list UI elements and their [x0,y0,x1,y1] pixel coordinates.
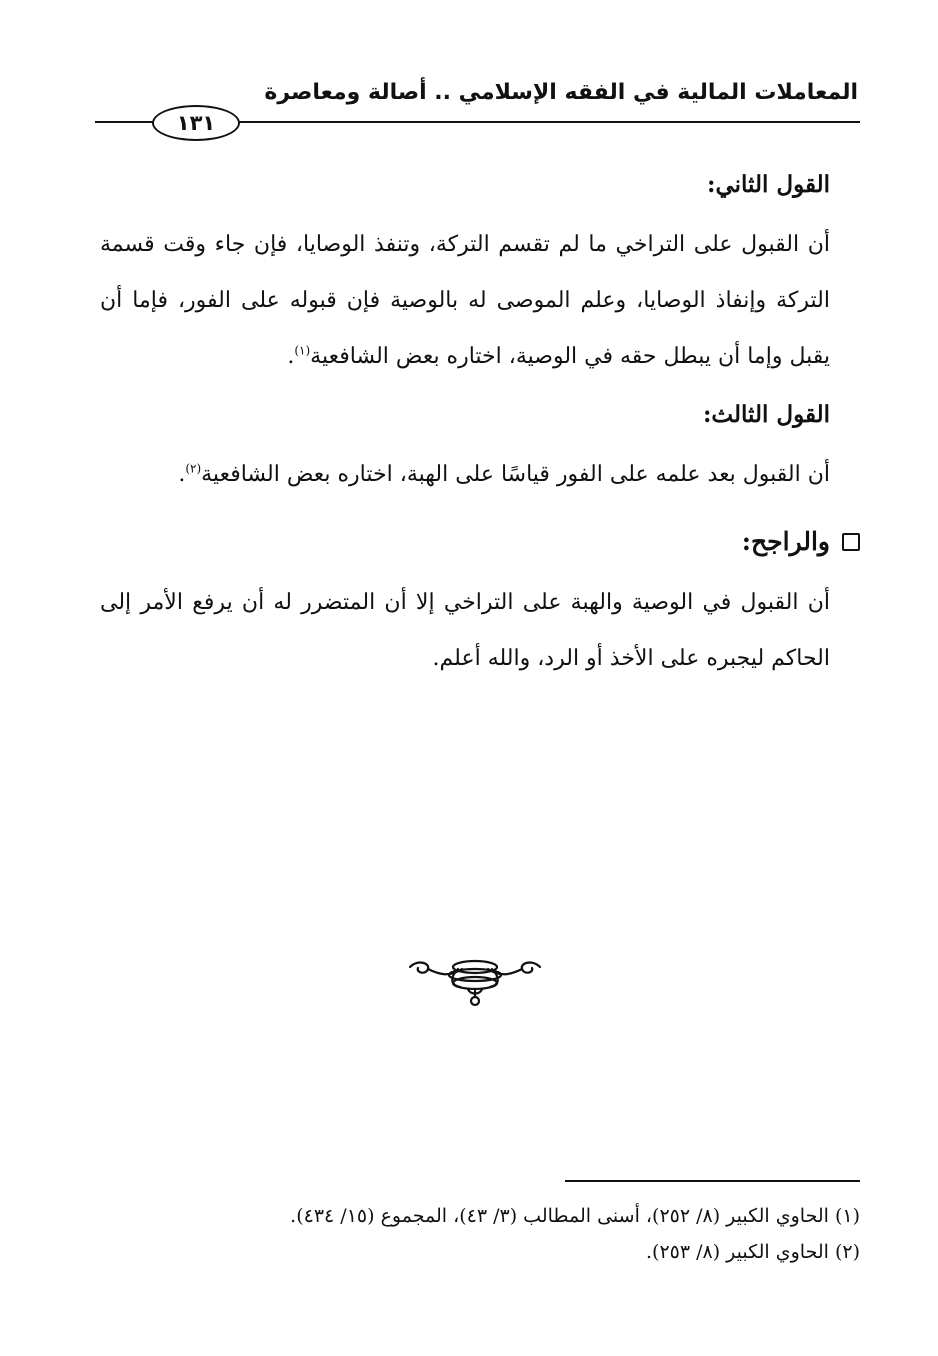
paragraph-second-opinion [100,217,830,385]
heading-third-opinion: القول الثالث: [702,401,830,428]
heading-preferred [742,522,860,562]
paragraph-third-end: . [178,462,186,487]
ornament-icon [400,955,550,1010]
running-title: المعاملات المالية في الفقه الإسلامي .. أصالة ومعاصرة [264,80,858,105]
footnote-1: (١) الحاوي الكبير (٨/ ٢٥٢)، أسنى المطالب (٣/ ٤٣)، المجموع (١٥/ ٤٣٤). [290,1205,860,1227]
checkbox-icon [842,533,860,551]
footnotes [80,1198,860,1270]
footnote-ref-2[interactable]: (٢) [185,461,202,476]
footnote-separator [565,1180,860,1182]
paragraph-third-text: أن القبول بعد علمه على الفور قياسًا على الهبة، اختاره بعض الشافعية [201,462,830,487]
paragraph-preferred: أن القبول في الوصية والهبة على التراخي إلا أن المتضرر له أن يرفع الأمر إلى الحاكم ليجبره على الأخذ أو الرد، والله أعلم. [100,590,830,671]
paragraph-second-text: أن القبول على التراخي ما لم تقسم التركة، وتنفذ الوصايا، فإن جاء وقت قسمة التركة وإنفاذ الوصايا، وعلم الموصى له بالوصية فإن قبوله على الفور، فإما أن يقبل وإما أن يبطل حقه في الوصية، اختاره بعض الشافعية [100,232,830,369]
paragraph-third-opinion [100,447,830,503]
paragraph-second-end: . [287,344,295,369]
page-number: ١٣١ [152,105,240,141]
heading-preferred-label: والراجح: [741,527,830,556]
footnote-2: (٢) الحاوي الكبير (٨/ ٢٥٣). [645,1241,860,1263]
footnote-ref-1[interactable]: (١) [294,343,311,358]
heading-second-opinion: القول الثاني: [706,171,830,198]
